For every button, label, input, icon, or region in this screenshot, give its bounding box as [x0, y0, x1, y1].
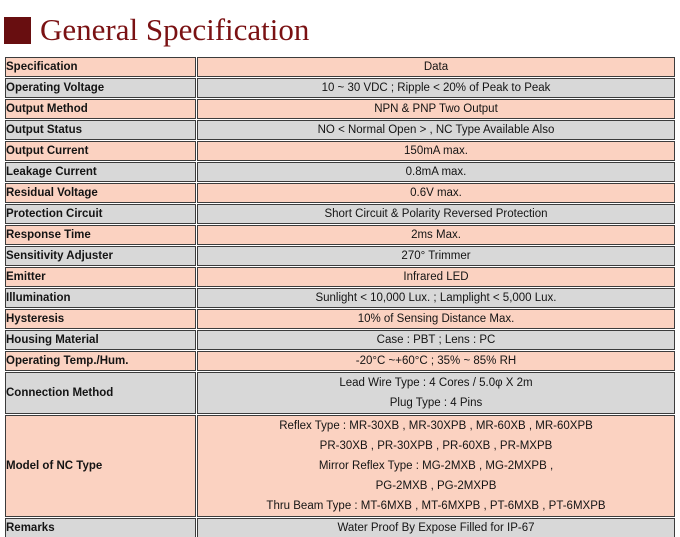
table-row	[5, 267, 675, 287]
spec-value-line: Reflex Type : MR-30XB , MR-30XPB , MR-60XB , MR-60XPB	[279, 420, 593, 432]
spec-value-line: Sunlight < 10,000 Lux. ; Lamplight < 5,000 Lux.	[315, 292, 557, 304]
spec-name-cell: Illumination	[5, 288, 196, 308]
spec-value-line: 10 ~ 30 VDC ; Ripple < 20% of Peak to Peak	[321, 82, 551, 94]
spec-value-line: 150mA max.	[404, 145, 468, 157]
spec-value-cell	[197, 246, 675, 266]
spec-name-cell: Protection Circuit	[5, 204, 196, 224]
spec-name-cell: Connection Method	[5, 372, 196, 414]
spec-value-cell	[197, 183, 675, 203]
spec-value-line: 10% of Sensing Distance Max.	[357, 313, 515, 325]
spec-value-cell	[197, 204, 675, 224]
spec-value-line: Plug Type : 4 Pins	[389, 397, 483, 409]
spec-name-cell: Specification	[5, 57, 196, 77]
spec-name-cell: Emitter	[5, 267, 196, 287]
spec-value-cell	[197, 78, 675, 98]
table-row	[5, 351, 675, 371]
spec-value-line: Short Circuit & Polarity Reversed Protection	[324, 208, 548, 220]
table-row	[5, 57, 675, 77]
spec-name-cell: Residual Voltage	[5, 183, 196, 203]
spec-name-cell: Output Method	[5, 99, 196, 119]
spec-value-cell	[197, 120, 675, 140]
spec-value-line: PG-2MXB , PG-2MXPB	[375, 480, 497, 492]
spec-name-cell: Sensitivity Adjuster	[5, 246, 196, 266]
table-row	[5, 309, 675, 329]
table-row	[5, 246, 675, 266]
spec-value-cell	[197, 267, 675, 287]
table-row	[5, 330, 675, 350]
spec-value-line: 0.8mA max.	[405, 166, 467, 178]
spec-value-line: Data	[423, 61, 449, 73]
specification-table-body	[5, 57, 675, 537]
spec-name-cell: Model of NC Type	[5, 415, 196, 517]
spec-value-line: NO < Normal Open > , NC Type Available Also	[317, 124, 555, 136]
spec-name-cell: Housing Material	[5, 330, 196, 350]
spec-value-cell	[197, 309, 675, 329]
spec-value-line: NPN & PNP Two Output	[374, 103, 498, 115]
table-row	[5, 288, 675, 308]
spec-name-cell: Output Current	[5, 141, 196, 161]
spec-value-line: Infrared LED	[403, 271, 469, 283]
spec-name-cell: Leakage Current	[5, 162, 196, 182]
spec-value-line: 270° Trimmer	[401, 250, 471, 262]
table-row	[5, 78, 675, 98]
spec-value-cell	[197, 288, 675, 308]
table-row	[5, 162, 675, 182]
table-row	[5, 415, 675, 517]
spec-value-cell	[197, 99, 675, 119]
table-row	[5, 518, 675, 537]
spec-value-line: 0.6V max.	[410, 187, 462, 199]
table-row	[5, 99, 675, 119]
spec-value-line: 2ms Max.	[411, 229, 461, 241]
spec-value-line: Water Proof By Expose Filled for IP-67	[337, 522, 535, 534]
spec-name-cell: Response Time	[5, 225, 196, 245]
spec-value-cell	[197, 57, 675, 77]
spec-value-line: Case : PBT ; Lens : PC	[376, 334, 496, 346]
page-title: General Specification	[40, 11, 310, 47]
spec-value-cell	[197, 415, 675, 517]
spec-value-cell	[197, 372, 675, 414]
spec-value-line: -20°C ~+60°C ; 35% ~ 85% RH	[355, 355, 517, 367]
spec-name-cell: Output Status	[5, 120, 196, 140]
table-row	[5, 141, 675, 161]
table-row	[5, 183, 675, 203]
spec-name-cell: Operating Temp./Hum.	[5, 351, 196, 371]
spec-value-line: PR-30XB , PR-30XPB , PR-60XB , PR-MXPB	[319, 440, 553, 452]
specification-table	[4, 56, 676, 537]
section-header	[4, 8, 680, 50]
spec-value-cell	[197, 225, 675, 245]
spec-value-line: Lead Wire Type : 4 Cores / 5.0φ X 2m	[339, 377, 533, 389]
spec-value-cell	[197, 518, 675, 537]
section-bullet-icon	[4, 17, 31, 44]
spec-value-cell	[197, 141, 675, 161]
table-row	[5, 225, 675, 245]
spec-value-line: Mirror Reflex Type : MG-2MXB , MG-2MXPB ,	[318, 460, 554, 472]
spec-name-cell: Remarks	[5, 518, 196, 537]
table-row	[5, 204, 675, 224]
spec-value-cell	[197, 330, 675, 350]
table-row	[5, 372, 675, 414]
spec-name-cell: Operating Voltage	[5, 78, 196, 98]
spec-value-cell	[197, 162, 675, 182]
spec-name-cell: Hysteresis	[5, 309, 196, 329]
spec-value-cell	[197, 351, 675, 371]
table-row	[5, 120, 675, 140]
spec-value-line: Thru Beam Type : MT-6MXB , MT-6MXPB , PT-6MXB , PT-6MXPB	[266, 500, 606, 512]
